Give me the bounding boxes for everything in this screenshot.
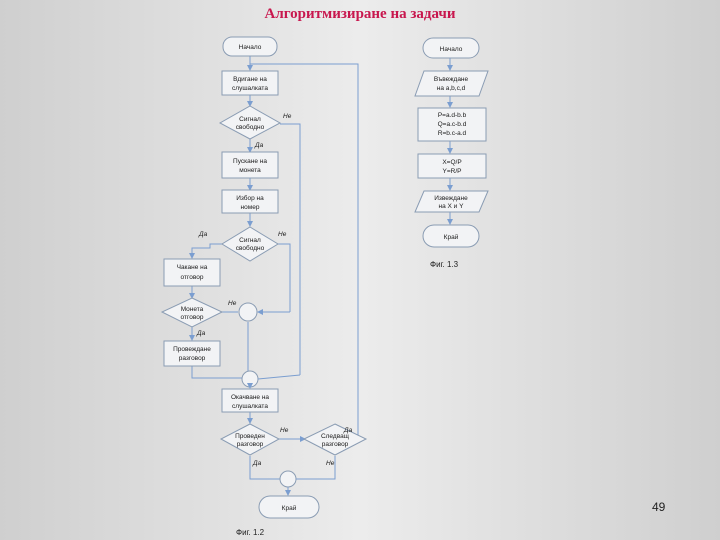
fig13-end-label: Край <box>443 234 459 241</box>
fig12-no-label-4: Не <box>280 427 289 434</box>
fig12-wait-line2: отговор <box>180 274 204 281</box>
fig12-lift-line1: Вдигане на <box>233 76 267 83</box>
fig12-coin-line1: Пускане на <box>233 158 267 165</box>
fig12-yes-label-4: Да <box>253 460 262 467</box>
fig13-calc2-line2: Y=R/P <box>442 168 462 175</box>
fig13-calc1-line2: Q=a.c-b.d <box>437 121 467 128</box>
fig13-output-line1: Извеждане <box>434 195 468 202</box>
slide-title: Алгоритмизиране на задачи <box>264 6 456 22</box>
fig12-dial-line1: Избор на <box>236 195 264 202</box>
fig13-input-parallelogram <box>415 71 488 96</box>
fig12-caption: Фиг. 1.2 <box>236 528 265 537</box>
fig12-made-line2: разговор <box>236 441 264 448</box>
fig12-insert-coin-box <box>222 152 278 178</box>
fig12-no-label-3: Не <box>228 300 237 307</box>
fig12-no-label-2: Не <box>278 231 287 238</box>
fig12-tone-line2: свободно <box>235 124 265 131</box>
fig12-hang-line2: слушалката <box>232 403 268 410</box>
fig13-start-label: Начало <box>439 46 463 53</box>
fig12-no-label-5: Не <box>326 460 335 467</box>
fig12-tone-line1: Сигнал <box>239 116 261 123</box>
fig13-calc1-line1: P=a.d-b.b <box>437 112 467 119</box>
fig12-made-line1: Проведен <box>235 433 265 440</box>
fig12-coin-q-line1: Монета <box>180 306 204 313</box>
fig12-talk-box <box>164 341 220 366</box>
fig12-coin-q-line2: отговор <box>180 314 204 321</box>
fig12-start-label: Начало <box>238 44 262 51</box>
fig12-no-label-1: Не <box>283 113 292 120</box>
fig12-talk-line2: разговор <box>178 355 206 362</box>
fig13-input-line2: на a,b,c,d <box>436 85 466 92</box>
fig12-end-label: Край <box>281 505 297 512</box>
fig12-yes-label-1: Да <box>255 142 264 149</box>
fig12-next-line1: Следващ <box>320 433 350 440</box>
fig12-talk-line1: Провеждане <box>173 346 211 353</box>
fig13-calc2-line1: X=Q/P <box>442 159 462 166</box>
fig12-dial-line2: номер <box>240 204 260 211</box>
fig12-hang-line1: Окачване на <box>230 394 270 401</box>
fig13-input-line1: Въвеждане <box>433 76 469 83</box>
page-number: 49 <box>652 500 666 514</box>
fig12-coin-line2: монета <box>239 167 261 174</box>
fig12-next-line2: разговор <box>321 441 349 448</box>
fig12-free-line2: свободно <box>235 245 265 252</box>
fig12-free-line1: Сигнал <box>239 237 261 244</box>
fig12-yes-label-5: Да <box>344 427 353 434</box>
fig13-caption: Фиг. 1.3 <box>430 260 459 269</box>
fig13-calc1-line3: R=b.c-a.d <box>437 130 467 137</box>
fig12-yes-label-3: Да <box>197 330 206 337</box>
fig13-output-line2: на X и Y <box>438 203 464 210</box>
fig12-line-free-decision <box>222 227 278 261</box>
fig12-yes-label-2: Да <box>199 231 208 238</box>
fig12-lift-line2: слушалката <box>232 85 268 92</box>
fig12-wait-line1: Чакане на <box>176 264 208 271</box>
fig13-shapes <box>415 38 488 247</box>
